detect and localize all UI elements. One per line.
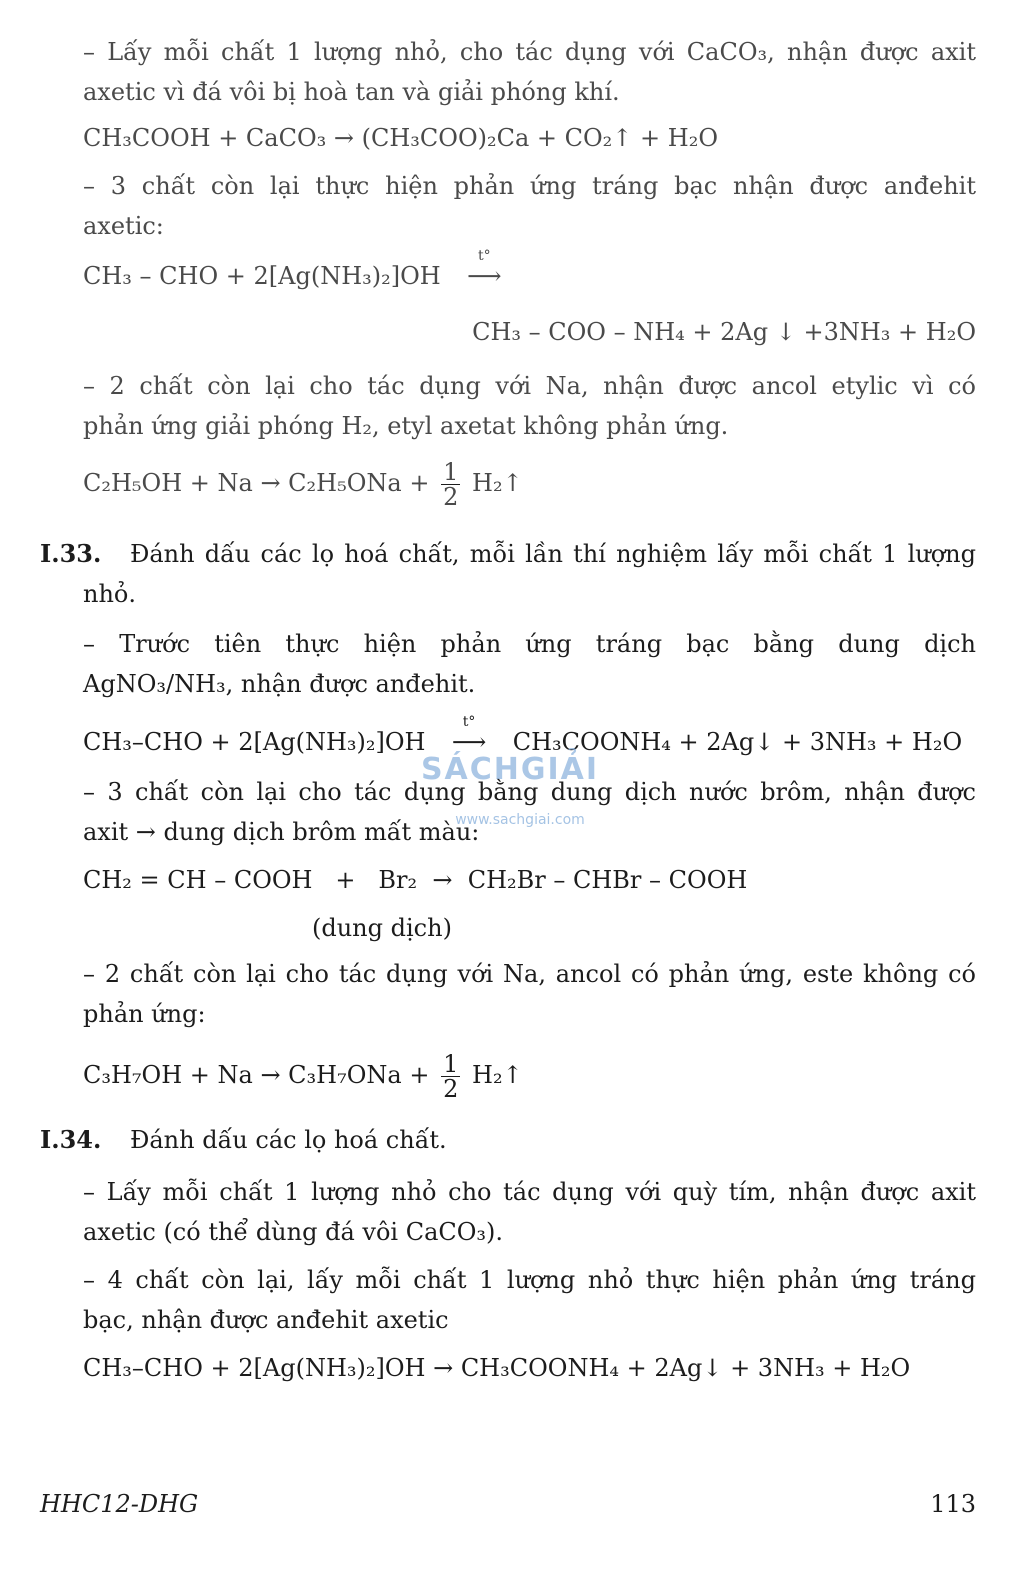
equation-note: (dung dịch)	[312, 914, 452, 942]
page-number: 113	[930, 1490, 976, 1518]
equation: CH₃ – COO – NH₄ + 2Ag ↓ +3NH₃ + H₂O	[472, 318, 976, 346]
text-line: Đánh dấu các lọ hoá chất.	[130, 1126, 447, 1154]
equation-right: H₂↑	[472, 1061, 523, 1089]
text-line: – Trước tiên thực hiện phản ứng tráng bạc bằng dung dịch	[83, 630, 976, 658]
equation-left: CH₃–CHO + 2[Ag(NH₃)₂]OH	[83, 728, 426, 756]
equation-right: H₂↑	[472, 469, 523, 497]
text-line: phản ứng:	[83, 1000, 206, 1028]
text-line: axetic vì đá vôi bị hoà tan và giải phóng khí.	[83, 78, 620, 106]
equation-left: CH₃ – CHO + 2[Ag(NH₃)₂]OH	[83, 262, 441, 290]
text-line: AgNO₃/NH₃, nhận được anđehit.	[83, 670, 476, 698]
equation: CH₂ = CH – COOH + Br₂ → CH₂Br – CHBr – COOH	[83, 866, 748, 894]
watermark-logo: SÁCHGIẢI	[420, 752, 600, 787]
text-line: nhỏ.	[83, 580, 136, 608]
text-line: Đánh dấu các lọ hoá chất, mỗi lần thí nghiệm lấy mỗi chất 1 lượng	[130, 540, 976, 568]
text-line: – 3 chất còn lại thực hiện phản ứng tráng bạc nhận được anđehit	[83, 172, 976, 200]
book-code: HHC12-DHG	[40, 1490, 199, 1518]
text-line: bạc, nhận được anđehit axetic	[83, 1306, 449, 1334]
text-line: axetic (có thể dùng đá vôi CaCO₃).	[83, 1218, 504, 1246]
text-line: axetic:	[83, 212, 164, 240]
fraction: $\frac{1}{2}$	[443, 458, 459, 511]
equation-left: C₃H₇OH + Na → C₃H₇ONa +	[83, 1061, 430, 1089]
section-number: I.34.	[40, 1125, 102, 1154]
text-line: – 4 chất còn lại, lấy mỗi chất 1 lượng nhỏ thực hiện phản ứng tráng	[83, 1266, 976, 1294]
arrow-with-condition: t° ⟶	[448, 260, 520, 292]
text-line: – Lấy mỗi chất 1 lượng nhỏ cho tác dụng với quỳ tím, nhận được axit	[83, 1178, 976, 1206]
equation: CH₃COOH + CaCO₃ → (CH₃COO)₂Ca + CO₂↑ + H₂O	[83, 124, 719, 152]
equation	[83, 248, 976, 292]
text-line: – 2 chất còn lại cho tác dụng với Na, ancol có phản ứng, este không có	[83, 960, 976, 988]
reaction-condition: t°	[478, 248, 491, 264]
arrow-with-condition: t° ⟶	[433, 726, 505, 758]
section-number: I.33.	[40, 539, 102, 568]
text-line: axit → dung dịch brôm mất màu:	[83, 818, 480, 846]
text-line: – Lấy mỗi chất 1 lượng nhỏ, cho tác dụng với CaCO₃, nhận được axit	[83, 38, 976, 66]
text-line: – 2 chất còn lại cho tác dụng với Na, nhận được ancol etylic vì có	[83, 372, 976, 400]
equation	[83, 460, 976, 509]
text-line: – 3 chất còn lại cho tác dụng bằng dung dịch nước brôm, nhận được	[83, 778, 976, 806]
watermark-url: www.sachgiai.com	[455, 812, 585, 828]
text-line: phản ứng giải phóng H₂, etyl axetat không phản ứng.	[83, 412, 729, 440]
equation-right: CH₃COONH₄ + 2Ag↓ + 3NH₃ + H₂O	[512, 728, 963, 756]
fraction: $\frac{1}{2}$	[443, 1050, 459, 1103]
equation	[83, 1052, 976, 1101]
equation: CH₃–CHO + 2[Ag(NH₃)₂]OH → CH₃COONH₄ + 2Ag↓ + 3NH₃ + H₂O	[83, 1354, 911, 1382]
equation-left: C₂H₅OH + Na → C₂H₅ONa +	[83, 469, 430, 497]
reaction-condition: t°	[462, 714, 476, 730]
